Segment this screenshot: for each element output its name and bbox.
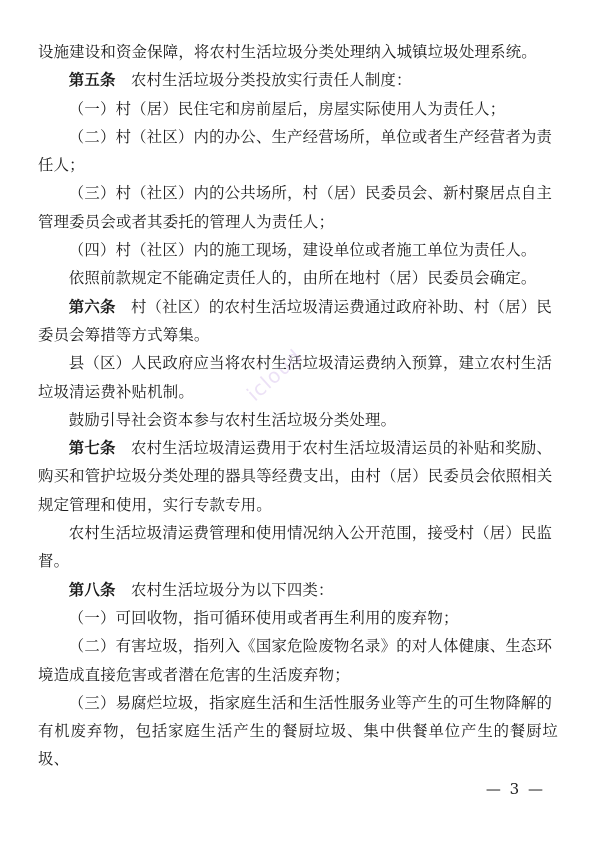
text-line: （二）村（社区）内的办公、生产经营场所，单位或者生产经营者为责 — [68, 127, 553, 146]
text-line: （三）村（社区）内的公共场所，村（居）民委员会、新村聚居点自主 — [68, 184, 553, 203]
text-line: 县（区）人民政府应当将农村生活垃圾清运费纳入预算，建立农村生活 — [68, 354, 553, 373]
text-line: 管理委员会或者其委托的管理人为责任人； — [38, 212, 335, 231]
article-heading: 第七条 — [68, 439, 116, 458]
article-6 — [38, 293, 558, 321]
text-line: （一）可回收物，指可循环使用或者再生利用的废弃物； — [68, 608, 459, 627]
text-line: 依照前款规定不能确定责任人的，由所在地村（居）民委员会确定。 — [68, 269, 537, 288]
article-text: 农村生活垃圾分类投放实行责任人制度： — [130, 71, 412, 90]
article-text: 农村生活垃圾分为以下四类： — [130, 580, 334, 599]
article-8 — [38, 576, 558, 604]
text-line: 督。 — [38, 552, 70, 571]
text-line: 任人； — [38, 156, 85, 175]
article-5 — [38, 66, 558, 94]
text-line: （二）有害垃圾，指列入《国家危险废物名录》的对人体健康、生态环 — [68, 637, 553, 656]
article-heading: 第六条 — [68, 297, 116, 316]
text-line: 设施建设和资金保障，将农村生活垃圾分类处理纳入城镇垃圾处理系统。 — [38, 43, 537, 61]
document-body — [38, 38, 558, 774]
text-line: 鼓励引导社会资本参与农村生活垃圾分类处理。 — [68, 410, 397, 429]
article-heading: 第八条 — [68, 580, 116, 599]
article-text: 村（社区）的农村生活垃圾清运费通过政府补助、村（居）民 — [130, 297, 552, 316]
text-line: 农村生活垃圾清运费管理和使用情况纳入公开范围，接受村（居）民监 — [68, 524, 553, 543]
page-number: — 3 — — [485, 780, 545, 798]
text-line: 境造成直接危害或者潜在危害的生活废弃物； — [38, 665, 350, 684]
watermark: icloud — [242, 344, 307, 406]
article-text: 农村生活垃圾清运费用于农村生活垃圾清运员的补贴和奖励、 — [130, 439, 552, 458]
text-line: 有机废弃物，包括家庭生活产生的餐厨垃圾、集中供餐单位产生的餐厨垃圾、 — [38, 722, 558, 769]
text-line: （三）易腐烂垃圾，指家庭生活和生活性服务业等产生的可生物降解的 — [68, 693, 553, 712]
text-line: （一）村（居）民住宅和房前屋后，房屋实际使用人为责任人； — [68, 99, 506, 118]
article-heading: 第五条 — [68, 71, 116, 90]
text-line: 购买和管护垃圾分类处理的器具等经费支出，由村（居）民委员会依照相关 — [38, 467, 553, 486]
text-line: 委员会筹措等方式筹集。 — [38, 325, 210, 344]
text-line: 垃圾清运费补贴机制。 — [38, 382, 194, 401]
text-line: 规定管理和使用，实行专款专用。 — [38, 495, 272, 514]
article-7 — [38, 434, 558, 462]
text-line: （四）村（社区）内的施工现场，建设单位或者施工单位为责任人。 — [68, 241, 537, 260]
